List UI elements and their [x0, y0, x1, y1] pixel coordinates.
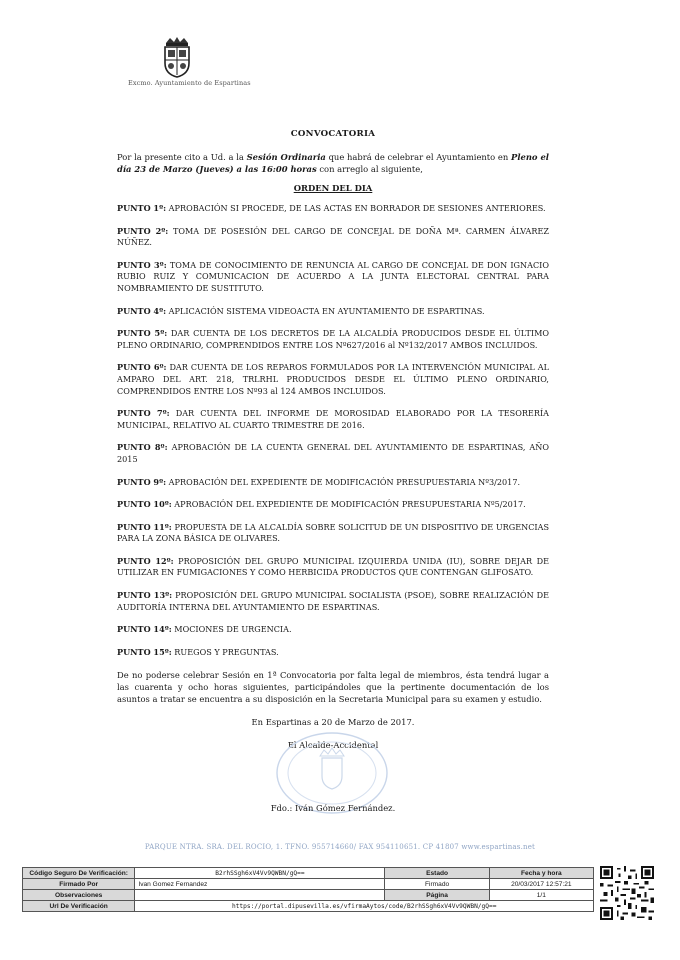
verification-code-value: B2rhSSgh6xV4Vv9QWBN/gQ==	[135, 868, 385, 879]
observaciones-value	[135, 890, 385, 901]
verification-code-label: Código Seguro De Verificación:	[23, 868, 135, 879]
agenda-item: PUNTO 14º: MOCIONES DE URGENCIA.	[117, 624, 292, 635]
agenda-item: PUNTO 10º: APROBACIÓN DEL EXPEDIENTE DE MODIFICACIÓN PRESUPUESTARIA Nº5/2017.	[117, 499, 526, 510]
table-row	[23, 879, 594, 890]
table-row	[23, 901, 594, 912]
intro-paragraph: Por la presente cito a Ud. a la Sesión Ordinaria que habrá de celebrar el Ayuntamiento en Pleno el día 23 de Marzo (Jueves) a las 16:00 horas con arreglo al siguiente,	[117, 152, 549, 174]
firmado-label: Firmado Por	[23, 879, 135, 890]
agenda-item: PUNTO 4º: APLICACIÓN SISTEMA VIDEOACTA EN AYUNTAMIENTO DE ESPARTINAS.	[117, 305, 485, 316]
agenda-title: ORDEN DEL DIA	[293, 183, 373, 193]
agenda-item: PUNTO 12º: PROPOSICIÓN DEL GRUPO MUNICIPAL IZQUIERDA UNIDA (IU), SOBRE DEJAR DE UTILIZAR EN FUMIGACIONES Y COMO HERBICIDA PRODUCTOS QUE CONTENGAN GLIFOSATO.	[117, 555, 550, 578]
agenda-item: PUNTO 11º: PROPUESTA DE LA ALCALDÍA SOBRE SOLICITUD DE UN DISPOSITIVO DE URGENCIAS PARA LA ZONA BÁSICA DE OLIVARES.	[117, 521, 549, 544]
agenda-item: PUNTO 2º: TOMA DE POSESIÓN DEL CARGO DE CONCEJAL DE DOÑA Mª. CARMEN ÁLVAREZ NÚÑEZ.	[117, 225, 549, 248]
agenda-item: PUNTO 5º: DAR CUENTA DE LOS DECRETOS DE LA ALCALDÍA PRODUCIDOS DESDE EL ÚLTIMO PLENO ORDINARIO, COMPRENDIDOS ENTRE LOS Nº627/2016 al Nº132/2017 AMBOS INCLUIDOS.	[117, 328, 549, 350]
verification-table	[22, 867, 594, 912]
agenda-item: PUNTO 13º: PROPOSICIÓN DEL GRUPO MUNICIPAL SOCIALISTA (PSOE), SOBRE REALIZACIÓN DE AUDITORÍA INTERNA DEL AYUNTAMIENTO DE ESPARTINAS.	[117, 590, 550, 612]
agenda-item: PUNTO 6º: DAR CUENTA DE LOS REPAROS FORMULADOS POR LA INTERVENCIÓN MUNICIPAL AL AMPARO DEL ART. 218, TRLRHL PRODUCIDOS DESDE EL ÚLTIMO PLENO ORDINARIO, COMPRENDIDOS ENTRE LOS Nº93 al 124 AMBOS INCLUIDOS.	[117, 362, 549, 396]
session-type: Sesión Ordinaria	[246, 152, 326, 162]
firmado-value: Ivan Gomez Fernandez	[135, 879, 385, 890]
observaciones-label: Observaciones	[23, 890, 135, 901]
agenda-item: PUNTO 8º: APROBACIÓN DE LA CUENTA GENERAL DEL AYUNTAMIENTO DE ESPARTINAS, AÑO 2015	[117, 442, 549, 464]
municipal-crest-icon	[160, 36, 194, 78]
agenda-item: PUNTO 9º: APROBACIÓN DEL EXPEDIENTE DE MODIFICACIÓN PRESUPUESTARIA Nº3/2017.	[117, 476, 521, 487]
qr-code-icon	[600, 866, 654, 920]
fecha-label: Fecha y hora	[489, 868, 593, 879]
signer-title: El Alcalde-Accidental	[287, 740, 379, 751]
place-date: En Espartinas a 20 de Marzo de 2017.	[251, 717, 415, 728]
table-row	[23, 868, 594, 879]
agenda-item: PUNTO 15º: RUEGOS Y PREGUNTAS.	[117, 646, 279, 657]
agenda-item: PUNTO 3º: TOMA DE CONOCIMIENTO DE RENUNCIA AL CARGO DE CONCEJAL DE DON IGNACIO RUBIO RUIZ Y COMUNICACION DE ACUERDO A LA JUNTA ELECTORAL CENTRAL PARA NOMBRAMIENTO DE SUSTITUTO.	[117, 259, 549, 293]
signer-name: Fdo.: Iván Gómez Fernández.	[270, 803, 396, 813]
closing-paragraph: De no poderse celebrar Sesión en 1ª Convocatoria por falta legal de miembros, ésta tendrá lugar a las cuarenta y ocho horas siguientes, participándoles que la pertinente documentación de los asuntos a tratar se encuentra a su disposición en la Secretaria Municipal para su examen y estudio.	[117, 670, 549, 705]
session-datetime: Pleno el día 23 de Marzo (Jueves) a las 16:00 horas	[117, 152, 549, 174]
agenda-item: PUNTO 7º: DAR CUENTA DEL INFORME DE MOROSIDAD ELABORADO POR LA TESORERÍA MUNICIPAL, RELATIVO AL CUARTO TRIMESTRE DE 2016.	[117, 408, 549, 430]
agenda-item: PUNTO 1º: APROBACIÓN SI PROCEDE, DE LAS ACTAS EN BORRADOR DE SESIONES ANTERIORES.	[117, 203, 546, 213]
pagina-label: Página	[385, 890, 489, 901]
pagina-value: 1/1	[489, 890, 593, 901]
footer-address: PARQUE NTRA. SRA. DEL ROCIO, 1. TFNO. 955714660/ FAX 954110651. CP 41807 www.espartinas.net	[144, 843, 536, 851]
page-title: CONVOCATORIA	[290, 129, 376, 139]
crest-caption: Excmo. Ayuntamiento de Espartinas	[128, 79, 251, 87]
url-label: Url De Verificación	[23, 901, 135, 912]
agenda-list	[117, 203, 549, 658]
document-body	[117, 129, 549, 763]
estado-label: Estado	[385, 868, 489, 879]
estado-value: Firmado	[385, 879, 489, 890]
fecha-value: 20/03/2017 12:57:21	[489, 879, 593, 890]
table-row	[23, 890, 594, 901]
verification-url-link[interactable]: https://portal.dipusevilla.es/vfirmaAytos/code/B2rhSSgh6xV4Vv9QWBN/gQ==	[135, 901, 594, 912]
